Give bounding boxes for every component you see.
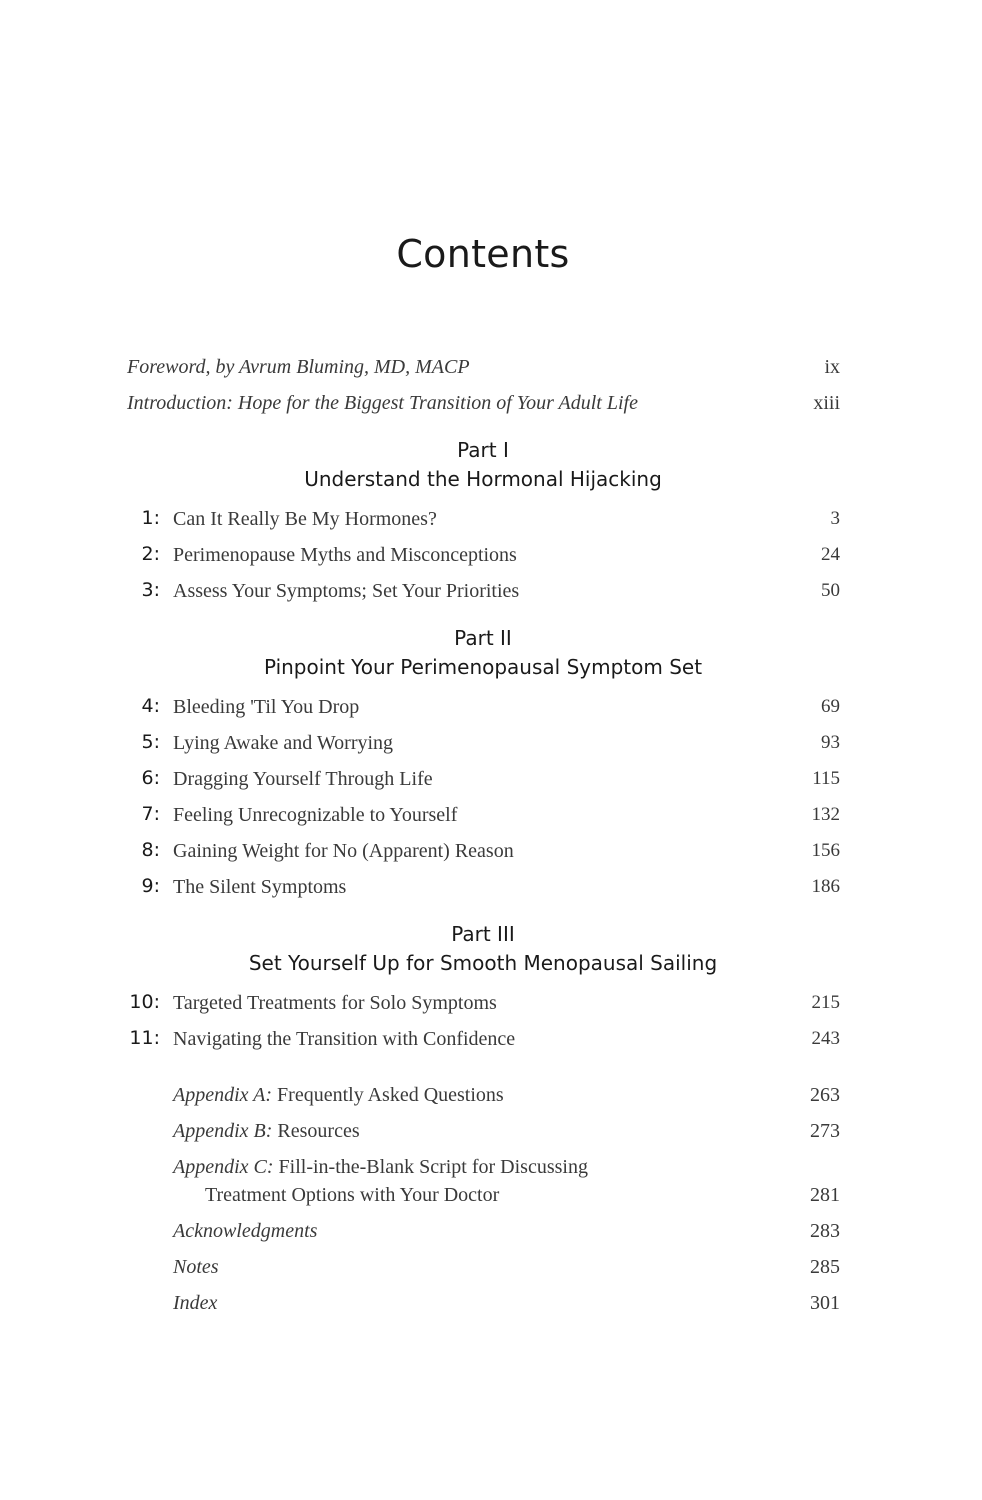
entry-prefix: Acknowledgments — [173, 1220, 318, 1242]
chapter-number: 5: — [141, 731, 160, 753]
toc-entry-chapter-4[interactable] — [100, 696, 840, 728]
entry-page-number: 301 — [810, 1292, 840, 1314]
entry-page-number: 215 — [811, 992, 840, 1013]
part-heading-1 — [0, 436, 966, 494]
entry-page-number: 186 — [811, 876, 840, 897]
entry-prefix: Appendix B: — [173, 1120, 273, 1142]
toc-entry-appendix-c[interactable] — [173, 1156, 840, 1216]
toc-entry-chapter-6[interactable] — [100, 768, 840, 800]
chapter-number: 1: — [141, 507, 160, 529]
entry-label — [173, 1220, 317, 1243]
toc-entry-notes[interactable] — [173, 1256, 840, 1288]
part-number: Part I — [457, 438, 509, 462]
toc-entry-chapter-7[interactable] — [100, 804, 840, 836]
entry-text: Fill-in-the-Blank Script for Discussing — [273, 1156, 588, 1178]
entry-page-number: 263 — [810, 1084, 840, 1106]
page-title: Contents — [396, 232, 570, 276]
toc-entry-chapter-3[interactable] — [100, 580, 840, 612]
entry-page-number: 283 — [810, 1220, 840, 1242]
part-heading-3 — [0, 920, 966, 978]
entry-page-number: ix — [824, 356, 840, 378]
entry-label — [173, 1256, 219, 1279]
part-title: Understand the Hormonal Hijacking — [304, 467, 662, 491]
part-title: Pinpoint Your Perimenopausal Symptom Set — [263, 655, 703, 679]
toc-entry-chapter-11[interactable] — [100, 1028, 840, 1060]
entry-prefix: Index — [173, 1292, 218, 1314]
chapter-title: Can It Really Be My Hormones? — [173, 508, 437, 530]
chapter-number: 8: — [141, 839, 160, 861]
entry-label — [173, 1292, 217, 1315]
toc-entry-introduction[interactable] — [127, 392, 840, 424]
part-title: Set Yourself Up for Smooth Menopausal Sailing — [248, 951, 718, 975]
entry-prefix: Notes — [173, 1256, 219, 1278]
entry-page-number: 285 — [810, 1256, 840, 1278]
chapter-title: Dragging Yourself Through Life — [173, 768, 433, 790]
chapter-title: Feeling Unrecognizable to Yourself — [173, 804, 458, 826]
entry-prefix: Appendix A: — [173, 1084, 273, 1106]
entry-label: Foreword, by Avrum Bluming, MD, MACP — [127, 356, 470, 378]
toc-entry-acknowledgments[interactable] — [173, 1220, 840, 1252]
chapter-title: Perimenopause Myths and Misconceptions — [173, 544, 517, 566]
toc-entry-foreword[interactable] — [127, 356, 840, 388]
chapter-number: 11: — [129, 1027, 160, 1049]
toc-entry-appendix-a[interactable] — [173, 1084, 840, 1116]
entry-page-number: 156 — [811, 840, 840, 861]
chapter-number: 6: — [141, 767, 160, 789]
chapter-number: 7: — [141, 803, 160, 825]
chapter-title: Targeted Treatments for Solo Symptoms — [173, 992, 497, 1014]
toc-entry-chapter-1[interactable] — [100, 508, 840, 540]
chapter-number: 3: — [141, 579, 160, 601]
part-heading-2 — [0, 624, 966, 682]
entry-text: Resources — [272, 1120, 360, 1142]
entry-page-number: 3 — [830, 508, 840, 529]
entry-page-number: 50 — [821, 580, 840, 601]
toc-entry-chapter-8[interactable] — [100, 840, 840, 872]
chapter-title: Gaining Weight for No (Apparent) Reason — [173, 840, 514, 862]
chapter-title: Navigating the Transition with Confidence — [173, 1028, 516, 1050]
entry-page-number: 243 — [811, 1028, 840, 1049]
entry-page-number: 132 — [811, 804, 840, 825]
entry-page-number: xiii — [813, 392, 840, 414]
chapter-number: 10: — [129, 991, 160, 1013]
entry-prefix: Appendix C: — [173, 1156, 274, 1178]
chapter-number: 2: — [141, 543, 160, 565]
entry-page-number: 93 — [821, 732, 840, 753]
entry-label — [173, 1120, 360, 1143]
part-number: Part II — [454, 626, 512, 650]
chapter-number: 4: — [141, 695, 160, 717]
toc-entry-chapter-9[interactable] — [100, 876, 840, 908]
chapter-number: 9: — [141, 875, 160, 897]
entry-page-number: 281 — [810, 1184, 840, 1206]
chapter-title: Bleeding 'Til You Drop — [173, 696, 360, 718]
toc-entry-chapter-2[interactable] — [100, 544, 840, 576]
toc-entry-index[interactable] — [173, 1292, 840, 1324]
chapter-title: Assess Your Symptoms; Set Your Priorities — [173, 580, 520, 602]
chapter-title: Lying Awake and Worrying — [173, 732, 394, 754]
toc-entry-chapter-5[interactable] — [100, 732, 840, 764]
part-number: Part III — [451, 922, 515, 946]
toc-entry-chapter-10[interactable] — [100, 992, 840, 1024]
entry-text-continued: Treatment Options with Your Doctor — [205, 1184, 500, 1206]
entry-label — [173, 1084, 504, 1107]
entry-page-number: 273 — [810, 1120, 840, 1142]
toc-entry-appendix-b[interactable] — [173, 1120, 840, 1152]
entry-label — [173, 1156, 588, 1179]
entry-label: Introduction: Hope for the Biggest Transition of Your Adult Life — [127, 392, 638, 414]
entry-page-number: 69 — [821, 696, 840, 717]
entry-text: Frequently Asked Questions — [272, 1084, 504, 1106]
entry-page-number: 115 — [812, 768, 840, 789]
entry-page-number: 24 — [821, 544, 840, 565]
chapter-title: The Silent Symptoms — [173, 876, 347, 898]
